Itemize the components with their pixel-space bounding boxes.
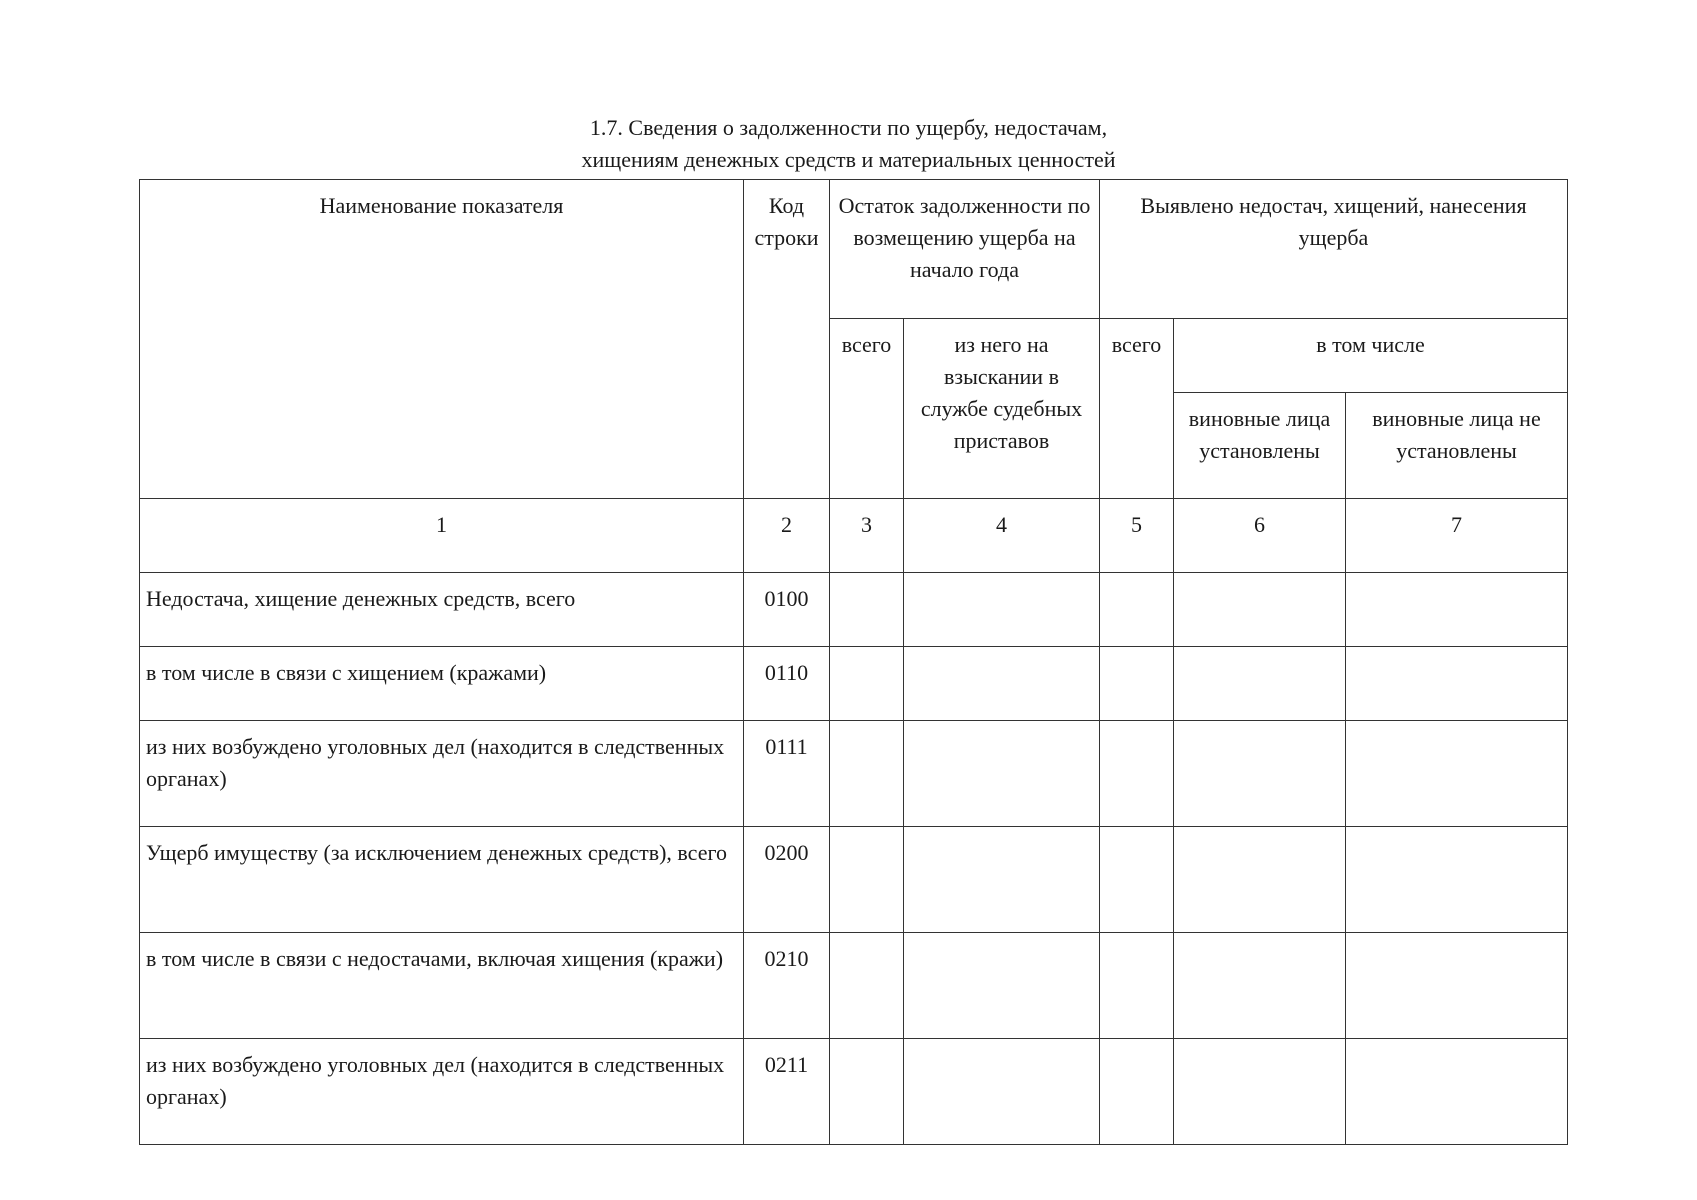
row-code: 0210 [744, 933, 830, 1039]
row-name: из них возбуждено уголовных дел (находится в следственных органах) [140, 1039, 744, 1145]
cell-culprits-identified[interactable] [1174, 1039, 1346, 1145]
column-number: 1 [140, 499, 744, 573]
cell-culprits-not-identified[interactable] [1346, 721, 1568, 827]
row-name: из них возбуждено уголовных дел (находится в следственных органах) [140, 721, 744, 827]
table-row [140, 827, 1568, 933]
column-number: 6 [1174, 499, 1346, 573]
page-title [0, 112, 1697, 176]
row-name: в том числе в связи с недостачами, включая хищения (кражи) [140, 933, 744, 1039]
cell-balance-total[interactable] [830, 1039, 904, 1145]
column-number: 5 [1100, 499, 1174, 573]
row-code: 0211 [744, 1039, 830, 1145]
cell-culprits-identified[interactable] [1174, 827, 1346, 933]
cell-culprits-not-identified[interactable] [1346, 647, 1568, 721]
table-row [140, 647, 1568, 721]
cell-balance-bailiffs[interactable] [904, 573, 1100, 647]
cell-detected-total[interactable] [1100, 933, 1174, 1039]
row-name: Недостача, хищение денежных средств, всего [140, 573, 744, 647]
cell-balance-bailiffs[interactable] [904, 1039, 1100, 1145]
cell-balance-total[interactable] [830, 647, 904, 721]
page-title-line-1: 1.7. Сведения о задолженности по ущербу, недостачам, [589, 115, 1108, 140]
table-row [140, 933, 1568, 1039]
cell-culprits-identified[interactable] [1174, 647, 1346, 721]
header-row-code: Код строки [744, 180, 830, 499]
column-number: 7 [1346, 499, 1568, 573]
row-code: 0200 [744, 827, 830, 933]
row-code: 0100 [744, 573, 830, 647]
cell-detected-total[interactable] [1100, 573, 1174, 647]
cell-culprits-not-identified[interactable] [1346, 933, 1568, 1039]
header-indicator-name: Наименование показателя [140, 180, 744, 499]
page-title-line-2: хищениям денежных средств и материальных ценностей [581, 147, 1116, 172]
row-name: Ущерб имуществу (за исключением денежных средств), всего [140, 827, 744, 933]
debt-report-table [139, 179, 1568, 1145]
cell-balance-total[interactable] [830, 573, 904, 647]
cell-balance-bailiffs[interactable] [904, 933, 1100, 1039]
table-row [140, 573, 1568, 647]
column-numbers-row [140, 499, 1568, 573]
header-culprits-not-identified: виновные лица не установлены [1346, 393, 1568, 499]
cell-detected-total[interactable] [1100, 647, 1174, 721]
cell-detected-total[interactable] [1100, 1039, 1174, 1145]
cell-culprits-not-identified[interactable] [1346, 827, 1568, 933]
table-row [140, 1039, 1568, 1145]
header-balance-bailiffs: из него на взыскании в службе судебных приставов [904, 319, 1100, 499]
cell-balance-bailiffs[interactable] [904, 721, 1100, 827]
column-number: 4 [904, 499, 1100, 573]
cell-detected-total[interactable] [1100, 721, 1174, 827]
column-number: 3 [830, 499, 904, 573]
cell-culprits-identified[interactable] [1174, 721, 1346, 827]
cell-balance-total[interactable] [830, 933, 904, 1039]
header-detected-group: Выявлено недостач, хищений, нанесения ущерба [1100, 180, 1568, 319]
cell-culprits-not-identified[interactable] [1346, 1039, 1568, 1145]
row-name: в том числе в связи с хищением (кражами) [140, 647, 744, 721]
row-code: 0110 [744, 647, 830, 721]
row-code: 0111 [744, 721, 830, 827]
header-including: в том числе [1174, 319, 1568, 393]
table-row [140, 721, 1568, 827]
cell-detected-total[interactable] [1100, 827, 1174, 933]
column-number: 2 [744, 499, 830, 573]
header-balance-total: всего [830, 319, 904, 499]
cell-culprits-identified[interactable] [1174, 573, 1346, 647]
cell-balance-total[interactable] [830, 721, 904, 827]
header-culprits-identified: виновные лица установлены [1174, 393, 1346, 499]
cell-balance-bailiffs[interactable] [904, 827, 1100, 933]
header-balance-group: Остаток задолженности по возмещению ущерба на начало года [830, 180, 1100, 319]
cell-balance-bailiffs[interactable] [904, 647, 1100, 721]
cell-culprits-not-identified[interactable] [1346, 573, 1568, 647]
cell-culprits-identified[interactable] [1174, 933, 1346, 1039]
header-detected-total: всего [1100, 319, 1174, 499]
cell-balance-total[interactable] [830, 827, 904, 933]
